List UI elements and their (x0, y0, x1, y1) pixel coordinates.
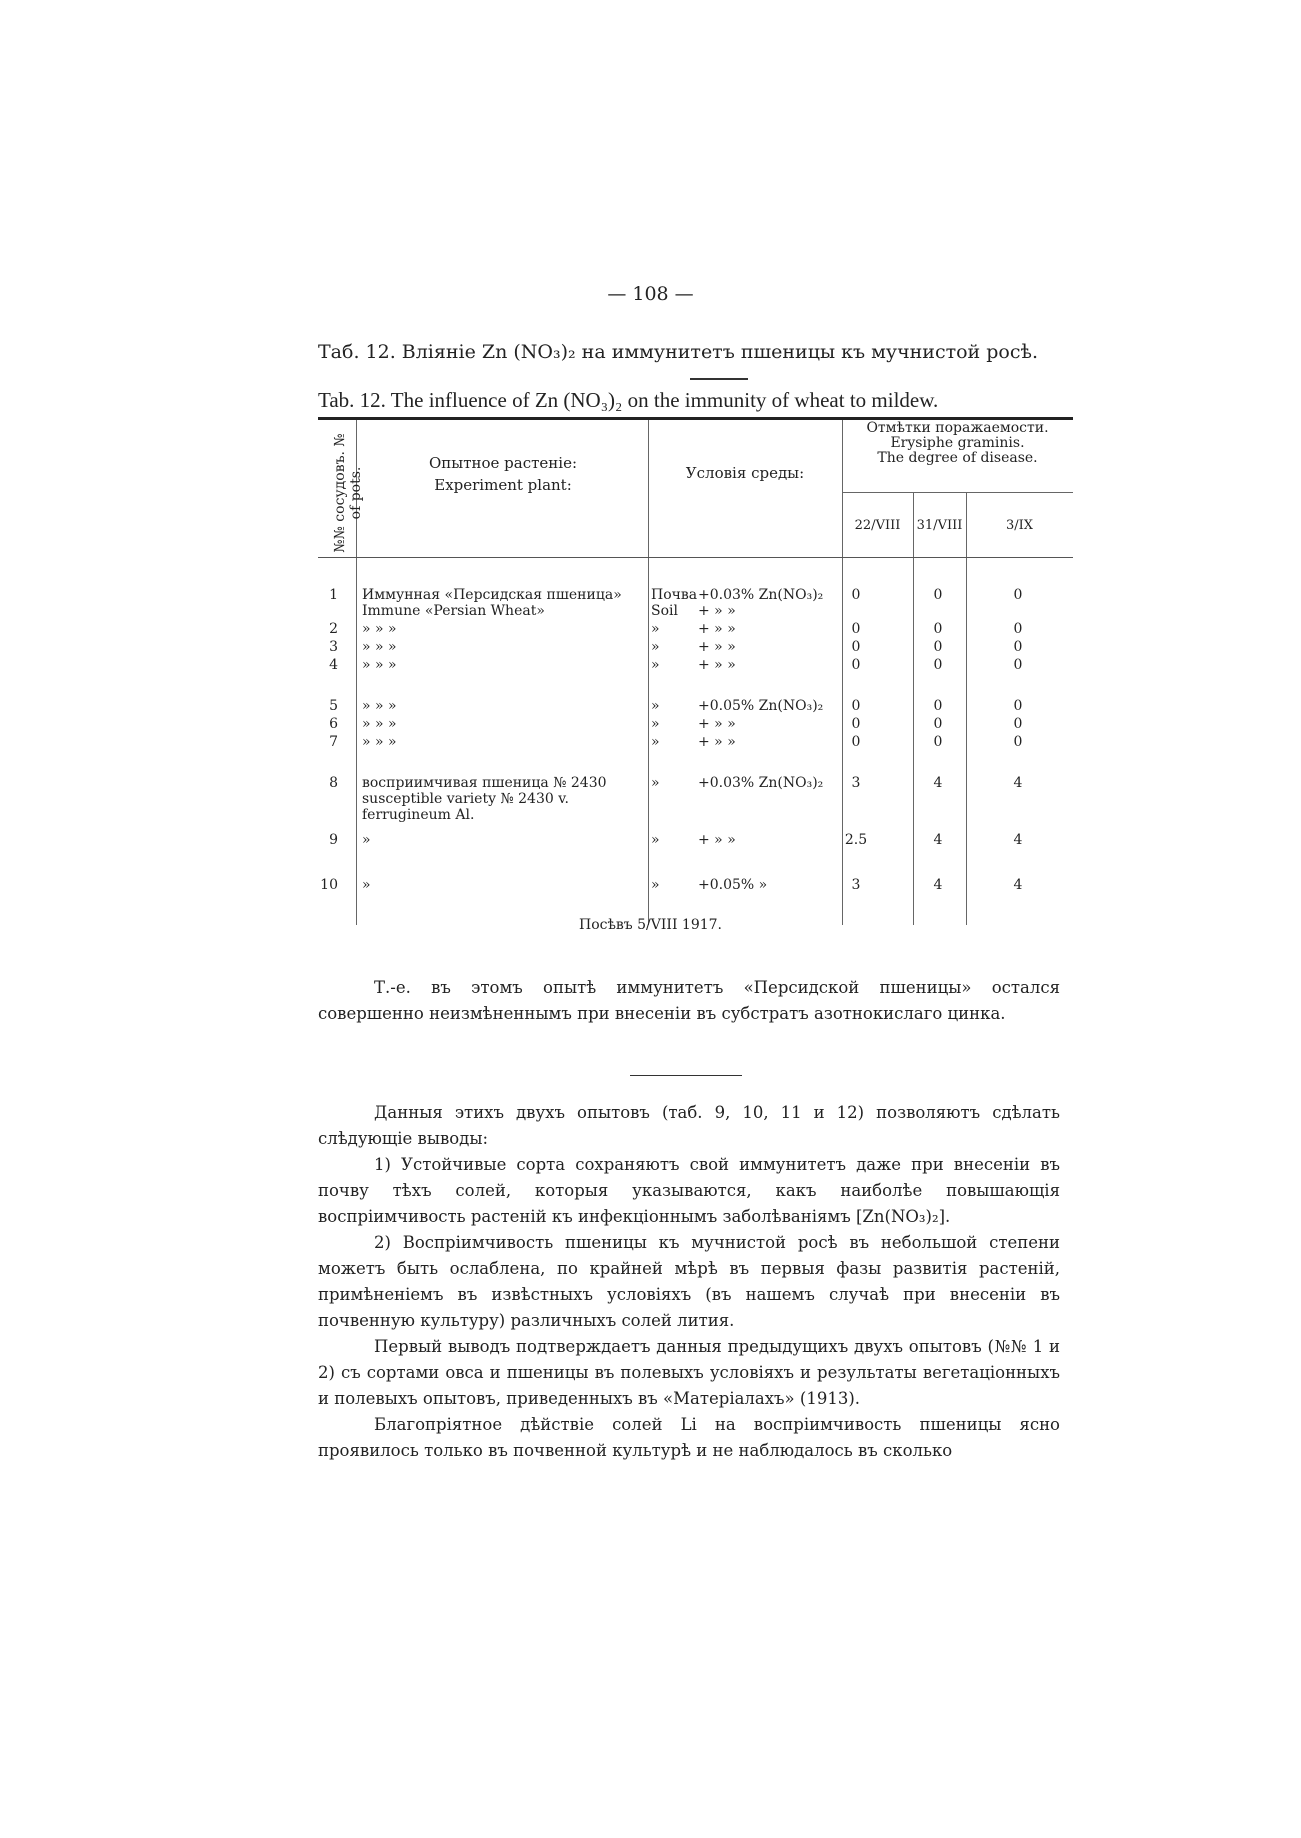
condition: +0.03% Zn(NO₃)₂ (698, 775, 824, 791)
pot-number: 2 (329, 621, 338, 637)
disease-value-3-ix: 4 (1013, 775, 1023, 791)
medium: » (651, 639, 660, 655)
plant-name: » » » (362, 657, 397, 673)
disease-value-22-viii: 0 (851, 621, 861, 637)
disease-value-3-ix: 0 (1013, 587, 1023, 603)
medium: » (651, 877, 660, 893)
condition: + » » (698, 657, 736, 673)
condition: + » » (698, 832, 736, 848)
disease-value-31-viii: 0 (933, 639, 943, 655)
disease-value-22-viii: 0 (851, 639, 861, 655)
conclusions-block (318, 1100, 1060, 1464)
disease-value-31-viii: 0 (933, 587, 943, 603)
condition: + » » (698, 621, 736, 637)
plant-name: » » » (362, 698, 397, 714)
disease-value-3-ix: 0 (1013, 716, 1023, 732)
disease-value-31-viii: 0 (933, 698, 943, 714)
plant-name-en: Immune «Persian Wheat» (362, 603, 545, 619)
disease-value-31-viii: 4 (933, 832, 943, 848)
table-header-rule (318, 557, 1073, 558)
plant-name: » (362, 877, 371, 893)
plant-name: восприимчивая пшеница № 2430 (362, 775, 607, 791)
pot-number: 1 (329, 587, 338, 603)
disease-value-22-viii: 3 (851, 877, 861, 893)
plant-name: » » » (362, 639, 397, 655)
date-header-3: 3/IX (1005, 518, 1034, 533)
section-divider (630, 1075, 742, 1076)
pot-number: 4 (329, 657, 338, 673)
paragraph-intro: Данныя этихъ двухъ опытовъ (таб. 9, 10, 11 и 12) позволяютъ сдѣлать слѣдующіе выводы: (318, 1103, 1060, 1148)
condition: + » » (698, 734, 736, 750)
plant-name: » » » (362, 716, 397, 732)
medium: » (651, 775, 660, 791)
sowing-date: Посѣвъ 5/VIII 1917. (578, 917, 722, 933)
disease-value-22-viii: 0 (851, 698, 861, 714)
condition: +0.03% Zn(NO₃)₂ (698, 587, 824, 603)
condition: +0.05% Zn(NO₃)₂ (698, 698, 824, 714)
medium: » (651, 734, 660, 750)
medium: » (651, 621, 660, 637)
disease-value-3-ix: 0 (1013, 639, 1023, 655)
paragraph-first-finding: Первый выводъ подтверждаетъ данныя предыдущихъ двухъ опытовъ (№№ 1 и 2) съ сортами овса и пшеницы въ полевыхъ условіяхъ и результаты вегетаціонныхъ и полевыхъ опытовъ, приведенныхъ въ «Матеріалахъ» (1913). (318, 1337, 1060, 1408)
pot-number: 7 (329, 734, 338, 750)
paragraph-point-1: 1) Устойчивые сорта сохраняютъ свой иммунитетъ даже при внесеніи въ почву тѣхъ солей, которыя указываются, какъ наиболѣе повышающія воспріимчивость растеній къ инфекціоннымъ заболѣваніямъ [Zn(NO₃)₂]. (318, 1155, 1060, 1226)
plant-name: » » » (362, 734, 397, 750)
disease-value-3-ix: 0 (1013, 657, 1023, 673)
pot-number: 6 (329, 716, 338, 732)
disease-value-22-viii: 0 (851, 657, 861, 673)
disease-value-31-viii: 4 (933, 877, 943, 893)
col-plant-header: Опытное растеніе: Experiment plant: (428, 454, 578, 494)
disease-value-22-viii: 2.5 (844, 832, 868, 848)
medium: » (651, 657, 660, 673)
disease-value-31-viii: 0 (933, 734, 943, 750)
page-number: — 108 — (607, 283, 694, 305)
medium: » (651, 716, 660, 732)
disease-value-3-ix: 4 (1013, 877, 1023, 893)
paragraph-lithium: Благопріятное дѣйствіе солей Li на воспріимчивость пшеницы ясно проявилось только въ почвенной культурѣ и не наблюдалось въ сколько (318, 1415, 1060, 1460)
pot-number: 5 (329, 698, 338, 714)
disease-value-3-ix: 0 (1013, 734, 1023, 750)
plant-name: Иммунная «Персидская пшеница» (362, 587, 622, 603)
data-table (318, 417, 1073, 927)
disease-value-22-viii: 3 (851, 775, 861, 791)
disease-value-3-ix: 4 (1013, 832, 1023, 848)
plant-name: » (362, 832, 371, 848)
disease-value-31-viii: 0 (933, 716, 943, 732)
col-pots-header: №№ сосудовъ. № of pots. (332, 433, 364, 553)
plant-name-en: susceptible variety № 2430 v. ferrugineum Al. (362, 791, 569, 823)
plant-name: » » » (362, 621, 397, 637)
paragraph-conclusion-1: Т.-е. въ этомъ опытѣ иммунитетъ «Персидской пшеницы» остался совершенно неизмѣненнымъ при внесеніи въ субстратъ азотнокислаго цинка. (318, 978, 1060, 1023)
disease-value-3-ix: 0 (1013, 621, 1023, 637)
pot-number: 3 (329, 639, 338, 655)
col-conditions-header: Условія среды: (685, 464, 805, 482)
condition-2: + » » (698, 603, 736, 619)
disease-value-22-viii: 0 (851, 587, 861, 603)
col-disease-header: Отмѣтки поражаемости. Erysiphe graminis. The degree of disease. (866, 420, 1049, 466)
disease-value-31-viii: 4 (933, 775, 943, 791)
condition: + » » (698, 639, 736, 655)
disease-value-31-viii: 0 (933, 621, 943, 637)
pot-number: 9 (329, 832, 338, 848)
table-caption-en: Tab. 12. The influence of Zn (NO₃)₂ on the immunity of wheat to mildew. (318, 388, 939, 412)
paragraph-point-2: 2) Воспріимчивость пшеницы къ мучнистой росѣ въ небольшой степени можетъ быть ослаблена, по крайней мѣрѣ въ первыя фазы развитія растеній, примѣненіемъ въ извѣстныхъ условіяхъ (въ нашемъ случаѣ при внесеніи въ почвенную культуру) различныхъ солей лития. (318, 1233, 1060, 1330)
disease-value-31-viii: 0 (933, 657, 943, 673)
pot-number: 8 (329, 775, 338, 791)
pot-number: 10 (320, 877, 338, 893)
disease-value-22-viii: 0 (851, 716, 861, 732)
date-header-1: 22/VIII (854, 518, 901, 533)
medium-en: Soil (651, 603, 678, 619)
table-caption-ru: Таб. 12. Вліяніе Zn (NO₃)₂ на иммунитетъ пшеницы къ мучнистой росѣ. (318, 341, 1038, 363)
caption-rule (690, 378, 748, 380)
medium: Почва (651, 587, 698, 603)
medium: » (651, 832, 660, 848)
date-header-2: 31/VIII (916, 518, 963, 533)
condition: +0.05% » (698, 877, 768, 893)
condition: + » » (698, 716, 736, 732)
medium: » (651, 698, 660, 714)
disease-value-22-viii: 0 (851, 734, 861, 750)
disease-value-3-ix: 0 (1013, 698, 1023, 714)
